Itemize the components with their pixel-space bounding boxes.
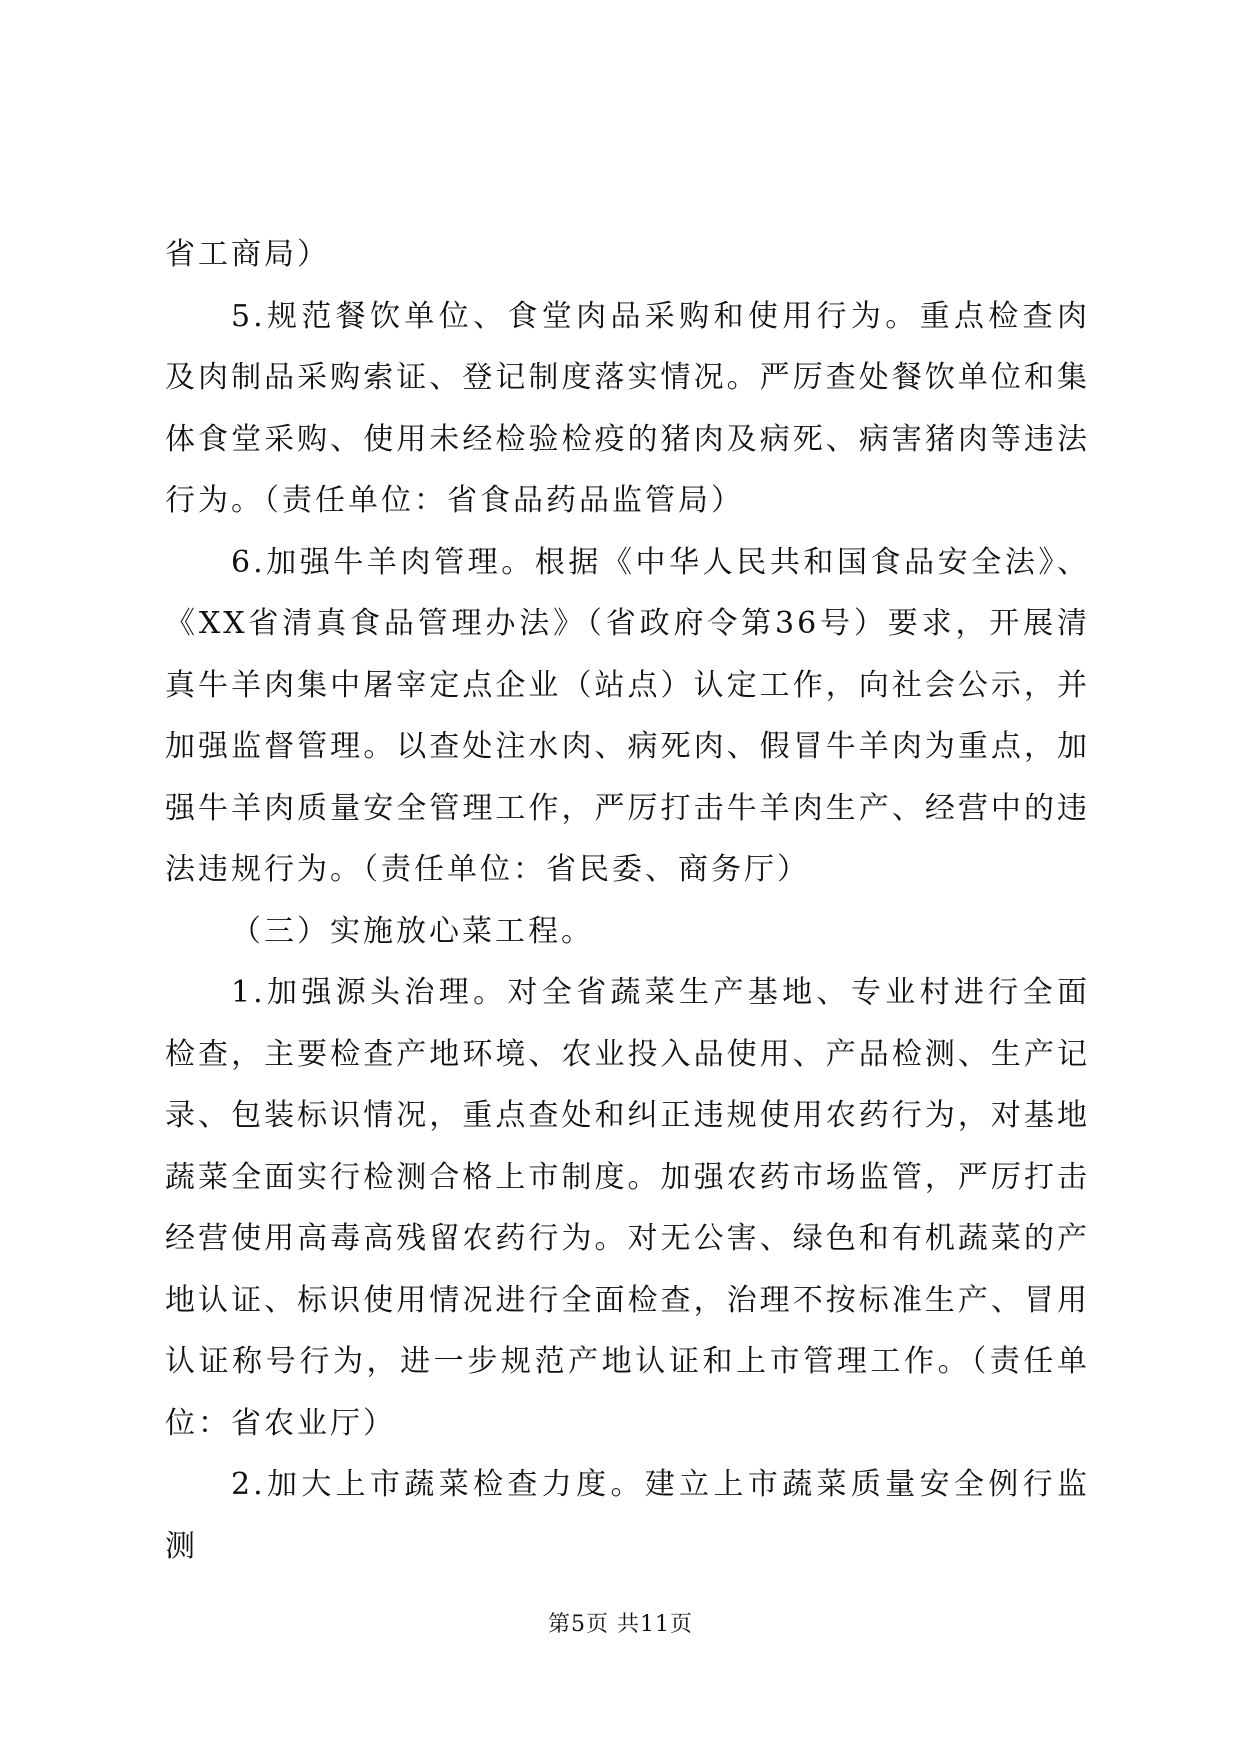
- paragraph-item-5-catering: 5.规范餐饮单位、食堂肉品采购和使用行为。重点检查肉及肉制品采购索证、登记制度落实情况。严厉查处餐饮单位和集体食堂采购、使用未经检验检疫的猪肉及病死、病害猪肉等违法行为。（责任单位：省食品药品监管局）: [165, 298, 1090, 518]
- paragraph-continuation: 省工商局）: [165, 237, 330, 272]
- page-number-footer: 第5页 共11页: [548, 1612, 693, 1637]
- paragraph-item-6-beef-mutton: 6.加强牛羊肉管理。根据《中华人民共和国食品安全法》、《XX省清真食品管理办法》（省政府令第36号）要求，开展清真牛羊肉集中屠宰定点企业（站点）认定工作，向社会公示，并加强监督管理。以查处注水肉、病死肉、假冒牛羊肉为重点，加强牛羊肉质量安全管理工作，严厉打击牛羊肉生产、经营中的违法违规行为。（责任单位：省民委、商务厅）: [165, 544, 1090, 887]
- paragraph-item-2-market-inspection: 2.加大上市蔬菜检查力度。建立上市蔬菜质量安全例行监测: [165, 1467, 1090, 1564]
- document-body: [165, 224, 1090, 1577]
- section-heading-vegetables: （三）实施放心菜工程。: [231, 913, 594, 949]
- paragraph-item-1-source-control: 1.加强源头治理。对全省蔬菜生产基地、专业村进行全面检查，主要检查产地环境、农业投入品使用、产品检测、生产记录、包装标识情况，重点查处和纠正违规使用农药行为，对基地蔬菜全面实行检测合格上市制度。加强农药市场监管，严厉打击经营使用高毒高残留农药行为。对无公害、绿色和有机蔬菜的产地认证、标识使用情况进行全面检查，治理不按标准生产、冒用认证称号行为，进一步规范产地认证和上市管理工作。（责任单位：省农业厅）: [165, 975, 1090, 1441]
